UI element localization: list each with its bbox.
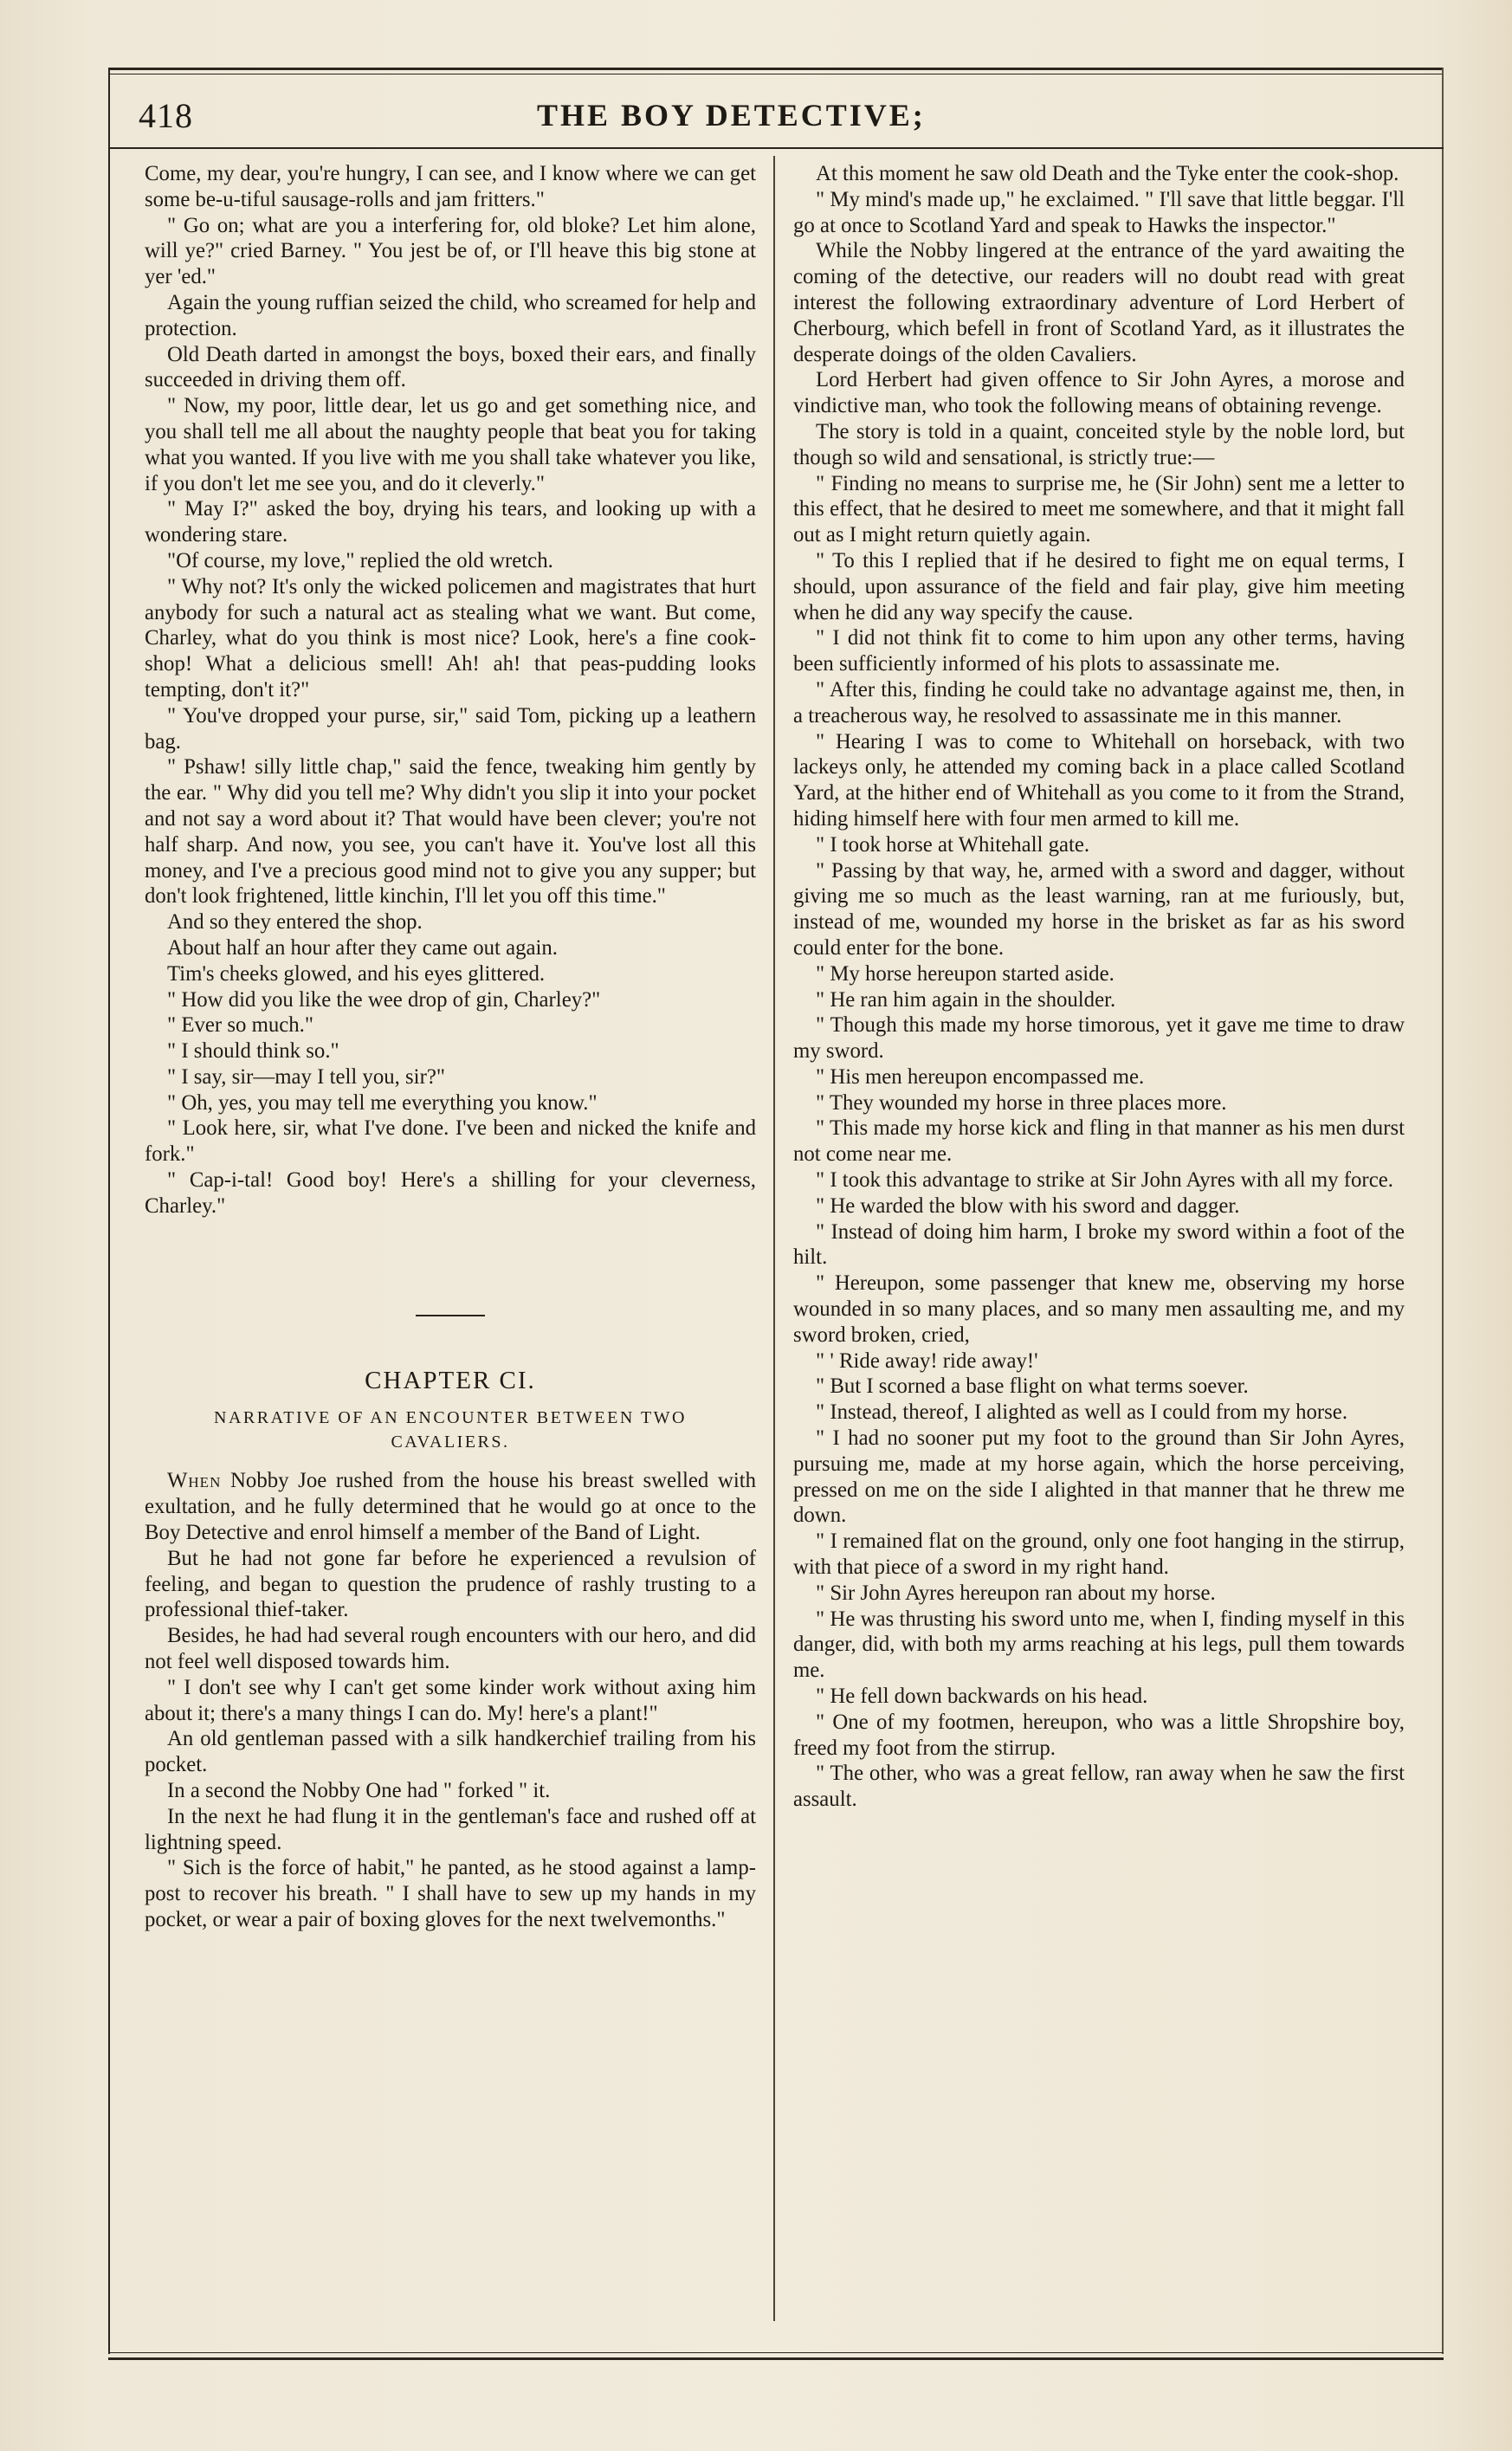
top-double-rule	[108, 68, 1444, 74]
chapter-first-paragraph-text: Nobby Joe rushed from the house his breast swelled with exultation, and he fully determined that he would go at once to the Boy Detective and enrol himself a member of the Band of Light.	[145, 1469, 756, 1545]
paragraph: " Now, my poor, little dear, let us go and get something nice, and you shall tell me all about the naughty people that beat you for taking what you wanted. If you live with me you shall take whatever you like, if you don't let me see you, and do it cleverly."	[145, 394, 756, 495]
paragraph: But he had not gone far before he experienced a revulsion of feeling, and began to question the prudence of rashly trusting to a professional thief-taker.	[145, 1546, 756, 1622]
paragraph: " Ever so much."	[167, 1013, 313, 1038]
paragraph: " After this, finding he could take no advantage against me, then, in a treacherous way, he resolved to assassinate me in this manner.	[793, 677, 1405, 728]
section-separator	[416, 1315, 485, 1316]
paragraph: " Why not? It's only the wicked policemen and magistrates that hurt anybody for such a natural act as stealing what we want. But come, Charley, what do you think is most nice? Look, here's a fine cook-shop! What a delicious smell! Ah! ah! that peas-pudding looks tempting, don't it?"	[145, 574, 756, 702]
paragraph: " They wounded my horse in three places more.	[816, 1090, 1227, 1115]
paragraph: " Though this made my horse timorous, yet it gave me time to draw my sword.	[793, 1013, 1405, 1064]
paragraph: In the next he had flung it in the gentleman's face and rushed off at lightning speed.	[145, 1804, 756, 1854]
chapter-first-paragraph	[145, 1468, 756, 1545]
paragraph: About half an hour after they came out again.	[167, 935, 558, 960]
paragraph: " His men hereupon encompassed me.	[816, 1064, 1145, 1089]
left-frame-rule	[108, 68, 110, 2354]
paragraph: " This made my horse kick and fling in that manner as his men durst not come near me.	[793, 1116, 1405, 1167]
paragraph: " Sich is the force of habit," he panted, as he stood against a lamp-post to recover his breath. " I shall have to sew up my hands in my pocket, or wear a pair of boxing gloves for the next twelvemonths."	[145, 1856, 756, 1932]
paragraph: " Hereupon, some passenger that knew me, observing my horse wounded in so many places, and so many men assaulting me, and my sword broken, cried,	[793, 1271, 1405, 1347]
paragraph: Old Death darted in amongst the boys, boxed their ears, and finally succeeded in driving them off.	[145, 342, 756, 392]
paragraph: " He warded the blow with his sword and dagger.	[816, 1193, 1240, 1218]
paragraph: " I had no sooner put my foot to the ground than Sir John Ayres, pursuing me, made at my horse again, which the horse perceiving, pressed on me on the side I alighted in that manner that he threw me down.	[793, 1426, 1405, 1528]
paragraph: " He fell down backwards on his head.	[816, 1685, 1148, 1709]
paragraph: " Pshaw! silly little chap," said the fence, tweaking him gently by the ear. " Why did you tell me? Why didn't you slip it into your pocket and not say a word about it? That would have been clever; you're not half sharp. And now, you see, you can't have it. You've lost all this money, and I've a precious good mind not to give you any supper; but don't look frightened, little kinchin, I'll let you off this time."	[145, 755, 756, 909]
paragraph: Lord Herbert had given offence to Sir John Ayres, a morose and vindictive man, who took the following means of obtaining revenge.	[793, 368, 1405, 418]
bottom-double-rule	[108, 2352, 1444, 2360]
right-column	[793, 161, 1405, 2309]
paragraph: " Instead of doing him harm, I broke my sword within a foot of the hilt.	[793, 1219, 1405, 1270]
paragraph: " My mind's made up," he exclaimed. " I'll save that little beggar. I'll go at once to Scotland Yard and speak to Hawks the inspector."	[793, 187, 1405, 237]
paragraph: "Of course, my love," replied the old wretch.	[167, 548, 553, 572]
paragraph: " He ran him again in the shoulder.	[816, 987, 1116, 1012]
left-column-text	[145, 161, 756, 1219]
chapter-first-word: When	[167, 1469, 222, 1493]
paragraph: " Cap-i-tal! Good boy! Here's a shilling for your cleverness, Charley."	[145, 1168, 756, 1218]
paragraph: " I remained flat on the ground, only one foot hanging in the stirrup, with that piece of a sword in my right hand.	[793, 1529, 1405, 1580]
paragraph: " I should think so."	[167, 1039, 339, 1064]
chapter-subtitle-line-1: NARRATIVE OF AN ENCOUNTER BETWEEN TWO	[214, 1408, 687, 1428]
chapter-title: CHAPTER CI.	[365, 1366, 536, 1394]
paragraph: " Hearing I was to come to Whitehall on horseback, with two lackeys only, he attended my coming back in a place called Scotland Yard, at the hither end of Whitehall as you come to it from the Strand, hiding himself here with four men armed to kill me.	[793, 729, 1405, 831]
chapter-subtitle-line-2: CAVALIERS.	[391, 1432, 510, 1452]
paragraph: " But I scorned a base flight on what terms soever.	[816, 1374, 1249, 1399]
paragraph: " My horse hereupon started aside.	[816, 961, 1115, 986]
paragraph: The story is told in a quaint, conceited style by the noble lord, but though so wild and sensational, is strictly true:—	[793, 419, 1405, 469]
paragraph: " Passing by that way, he, armed with a sword and dagger, without giving me so much as the least warning, ran at me furiously, but, instead of me, wounded my horse in the brisket as far as his sword could enter for the bone.	[793, 858, 1405, 960]
paragraph: " To this I replied that if he desired to fight me on equal terms, I should, upon assurance of the field and fair play, give him meeting when he did any way specify the cause.	[793, 548, 1405, 624]
paragraph: " I took this advantage to strike at Sir John Ayres with all my force.	[816, 1168, 1393, 1193]
page-number: 418	[139, 96, 193, 135]
paragraph: An old gentleman passed with a silk handkerchief trailing from his pocket.	[145, 1727, 756, 1777]
paragraph: " I don't see why I can't get some kinder work without axing him about it; there's a many things I can do. My! here's a plant!"	[145, 1675, 756, 1725]
header-rule	[108, 147, 1444, 149]
running-head: THE BOY DETECTIVE;	[537, 98, 926, 133]
right-frame-rule	[1442, 68, 1444, 2354]
paragraph: " I did not think fit to come to him upon any other terms, having been sufficiently informed of his plots to assassinate me.	[793, 626, 1405, 676]
paragraph: " You've dropped your purse, sir," said Tom, picking up a leathern bag.	[145, 703, 756, 753]
paragraph: " How did you like the wee drop of gin, Charley?"	[167, 987, 601, 1012]
paragraph: In a second the Nobby One had " forked " it.	[167, 1779, 551, 1803]
paragraph: And so they entered the shop.	[167, 910, 423, 934]
left-column	[145, 161, 756, 2300]
paragraph: Again the young ruffian seized the child, who screamed for help and protection.	[145, 290, 756, 340]
paragraph: " I say, sir—may I tell you, sir?"	[167, 1064, 445, 1089]
paragraph: " Oh, yes, you may tell me everything you know."	[167, 1090, 598, 1115]
paragraph: " May I?" asked the boy, drying his tears, and looking up with a wondering stare.	[145, 497, 756, 547]
paragraph: " One of my footmen, hereupon, who was a little Shropshire boy, freed my foot from the stirrup.	[793, 1710, 1405, 1760]
paragraph: At this moment he saw old Death and the Tyke enter the cook-shop.	[816, 162, 1399, 185]
paragraph: While the Nobby lingered at the entrance of the yard awaiting the coming of the detective, our readers will no doubt read with great interest the following extraordinary adventure of Lord Herbert of Cherbourg, which befell in front of Scotland Yard, as it illustrates the desperate doings of the olden Cavaliers.	[793, 239, 1405, 366]
right-column-text	[793, 161, 1405, 1813]
paragraph: " Finding no means to surprise me, he (Sir John) sent me a letter to this effect, that he desired to meet me somewhere, and that it might fall out as I might return quietly again.	[793, 471, 1405, 547]
paragraph: " I took horse at Whitehall gate.	[816, 832, 1090, 857]
paragraph: " ' Ride away! ride away!'	[816, 1348, 1038, 1373]
paragraph: " Look here, sir, what I've done. I've been and nicked the knife and fork."	[145, 1116, 756, 1167]
paragraph: " Sir John Ayres hereupon ran about my horse.	[816, 1581, 1216, 1605]
column-divider	[773, 156, 775, 2321]
paragraph: " He was thrusting his sword unto me, when I, finding myself in this danger, did, with both my arms reaching at his legs, pull them towards me.	[793, 1607, 1405, 1683]
chapter-body-text	[145, 1546, 756, 1933]
paragraph: Besides, he had had several rough encounters with our hero, and did not feel well disposed towards him.	[145, 1624, 756, 1674]
chapter-subtitle	[145, 1406, 756, 1454]
paragraph: " Instead, thereof, I alighted as well as I could from my horse.	[816, 1400, 1348, 1425]
paragraph: " The other, who was a great fellow, ran away when he saw the first assault.	[793, 1762, 1405, 1812]
paragraph: Tim's cheeks glowed, and his eyes glittered.	[167, 961, 546, 986]
paragraph: Come, my dear, you're hungry, I can see, and I know where we can get some be-u-tiful sausage-rolls and jam fritters."	[145, 162, 756, 211]
paragraph: " Go on; what are you a interfering for, old bloke? Let him alone, will ye?" cried Barney. " You jest be of, or I'll heave this big stone at yer 'ed."	[145, 213, 756, 289]
